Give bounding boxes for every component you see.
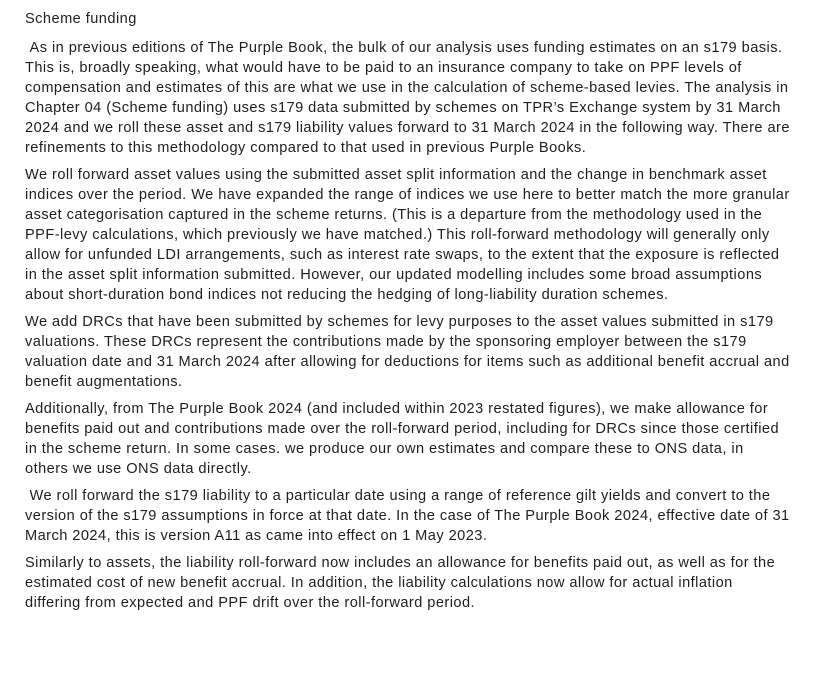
paragraph-liability-roll-forward: We roll forward the s179 liability to a particular date using a range of reference gilt yields and convert to the version of the s179 assumptions in force at that date. In the case of The Purple Book 2024, effective date of 31 March 2024, this is version A11 as came into effect on 1 May 2023.	[25, 488, 795, 544]
paragraph-s179-basis: As in previous editions of The Purple Book, the bulk of our analysis uses funding estimates on an s179 basis. This is, broadly speaking, what would have to be paid to an insurance company to take on PPF levels of compensation and estimates of this are what we use in the calculation of scheme-based levies. The analysis in Chapter 04 (Scheme funding) uses s179 data submitted by schemes on TPR’s Exchange system by 31 March 2024 and we roll these asset and s179 liability values forward to 31 March 2024 in the following way. There are refinements to this methodology compared to that used in previous Purple Books.	[25, 40, 795, 156]
paragraph-drcs: We add DRCs that have been submitted by schemes for levy purposes to the asset values submitted in s179 valuations. These DRCs represent the contributions made by the sponsoring employer between the s179 valuation date and 31 March 2024 after allowing for deductions for items such as additional benefit accrual and benefit augmentations.	[25, 314, 795, 390]
paragraph-liability-allowances: Similarly to assets, the liability roll-forward now includes an allowance for benefits paid out, as well as for the estimated cost of new benefit accrual. In addition, the liability calculations now allow for actual inflation differing from expected and PPF drift over the roll-forward period.	[25, 555, 780, 611]
paragraph-benefits-allowance: Additionally, from The Purple Book 2024 (and included within 2023 restated figures), we make allowance for benefits paid out and contributions made over the roll-forward period, including for DRCs since those certified in the scheme return. In some cases. we produce our own estimates and compare these to ONS data, in others we use ONS data directly.	[25, 401, 784, 477]
page-title: Scheme funding	[25, 11, 137, 27]
paragraph-asset-roll-forward: We roll forward asset values using the submitted asset split information and the change in benchmark asset indices over the period. We have expanded the range of indices we use here to better match the more granular asset categorisation captured in the scheme returns. (This is a departure from the methodology used in the PPF-levy calculations, which previously we have matched.) This roll-forward methodology will generally only allow for unfunded LDI arrangements, such as interest rate swaps, to the extent that the exposure is reflected in the asset split information submitted. However, our updated modelling includes some broad assumptions about short-duration bond indices not reducing the hedging of long-liability duration schemes.	[25, 167, 795, 303]
